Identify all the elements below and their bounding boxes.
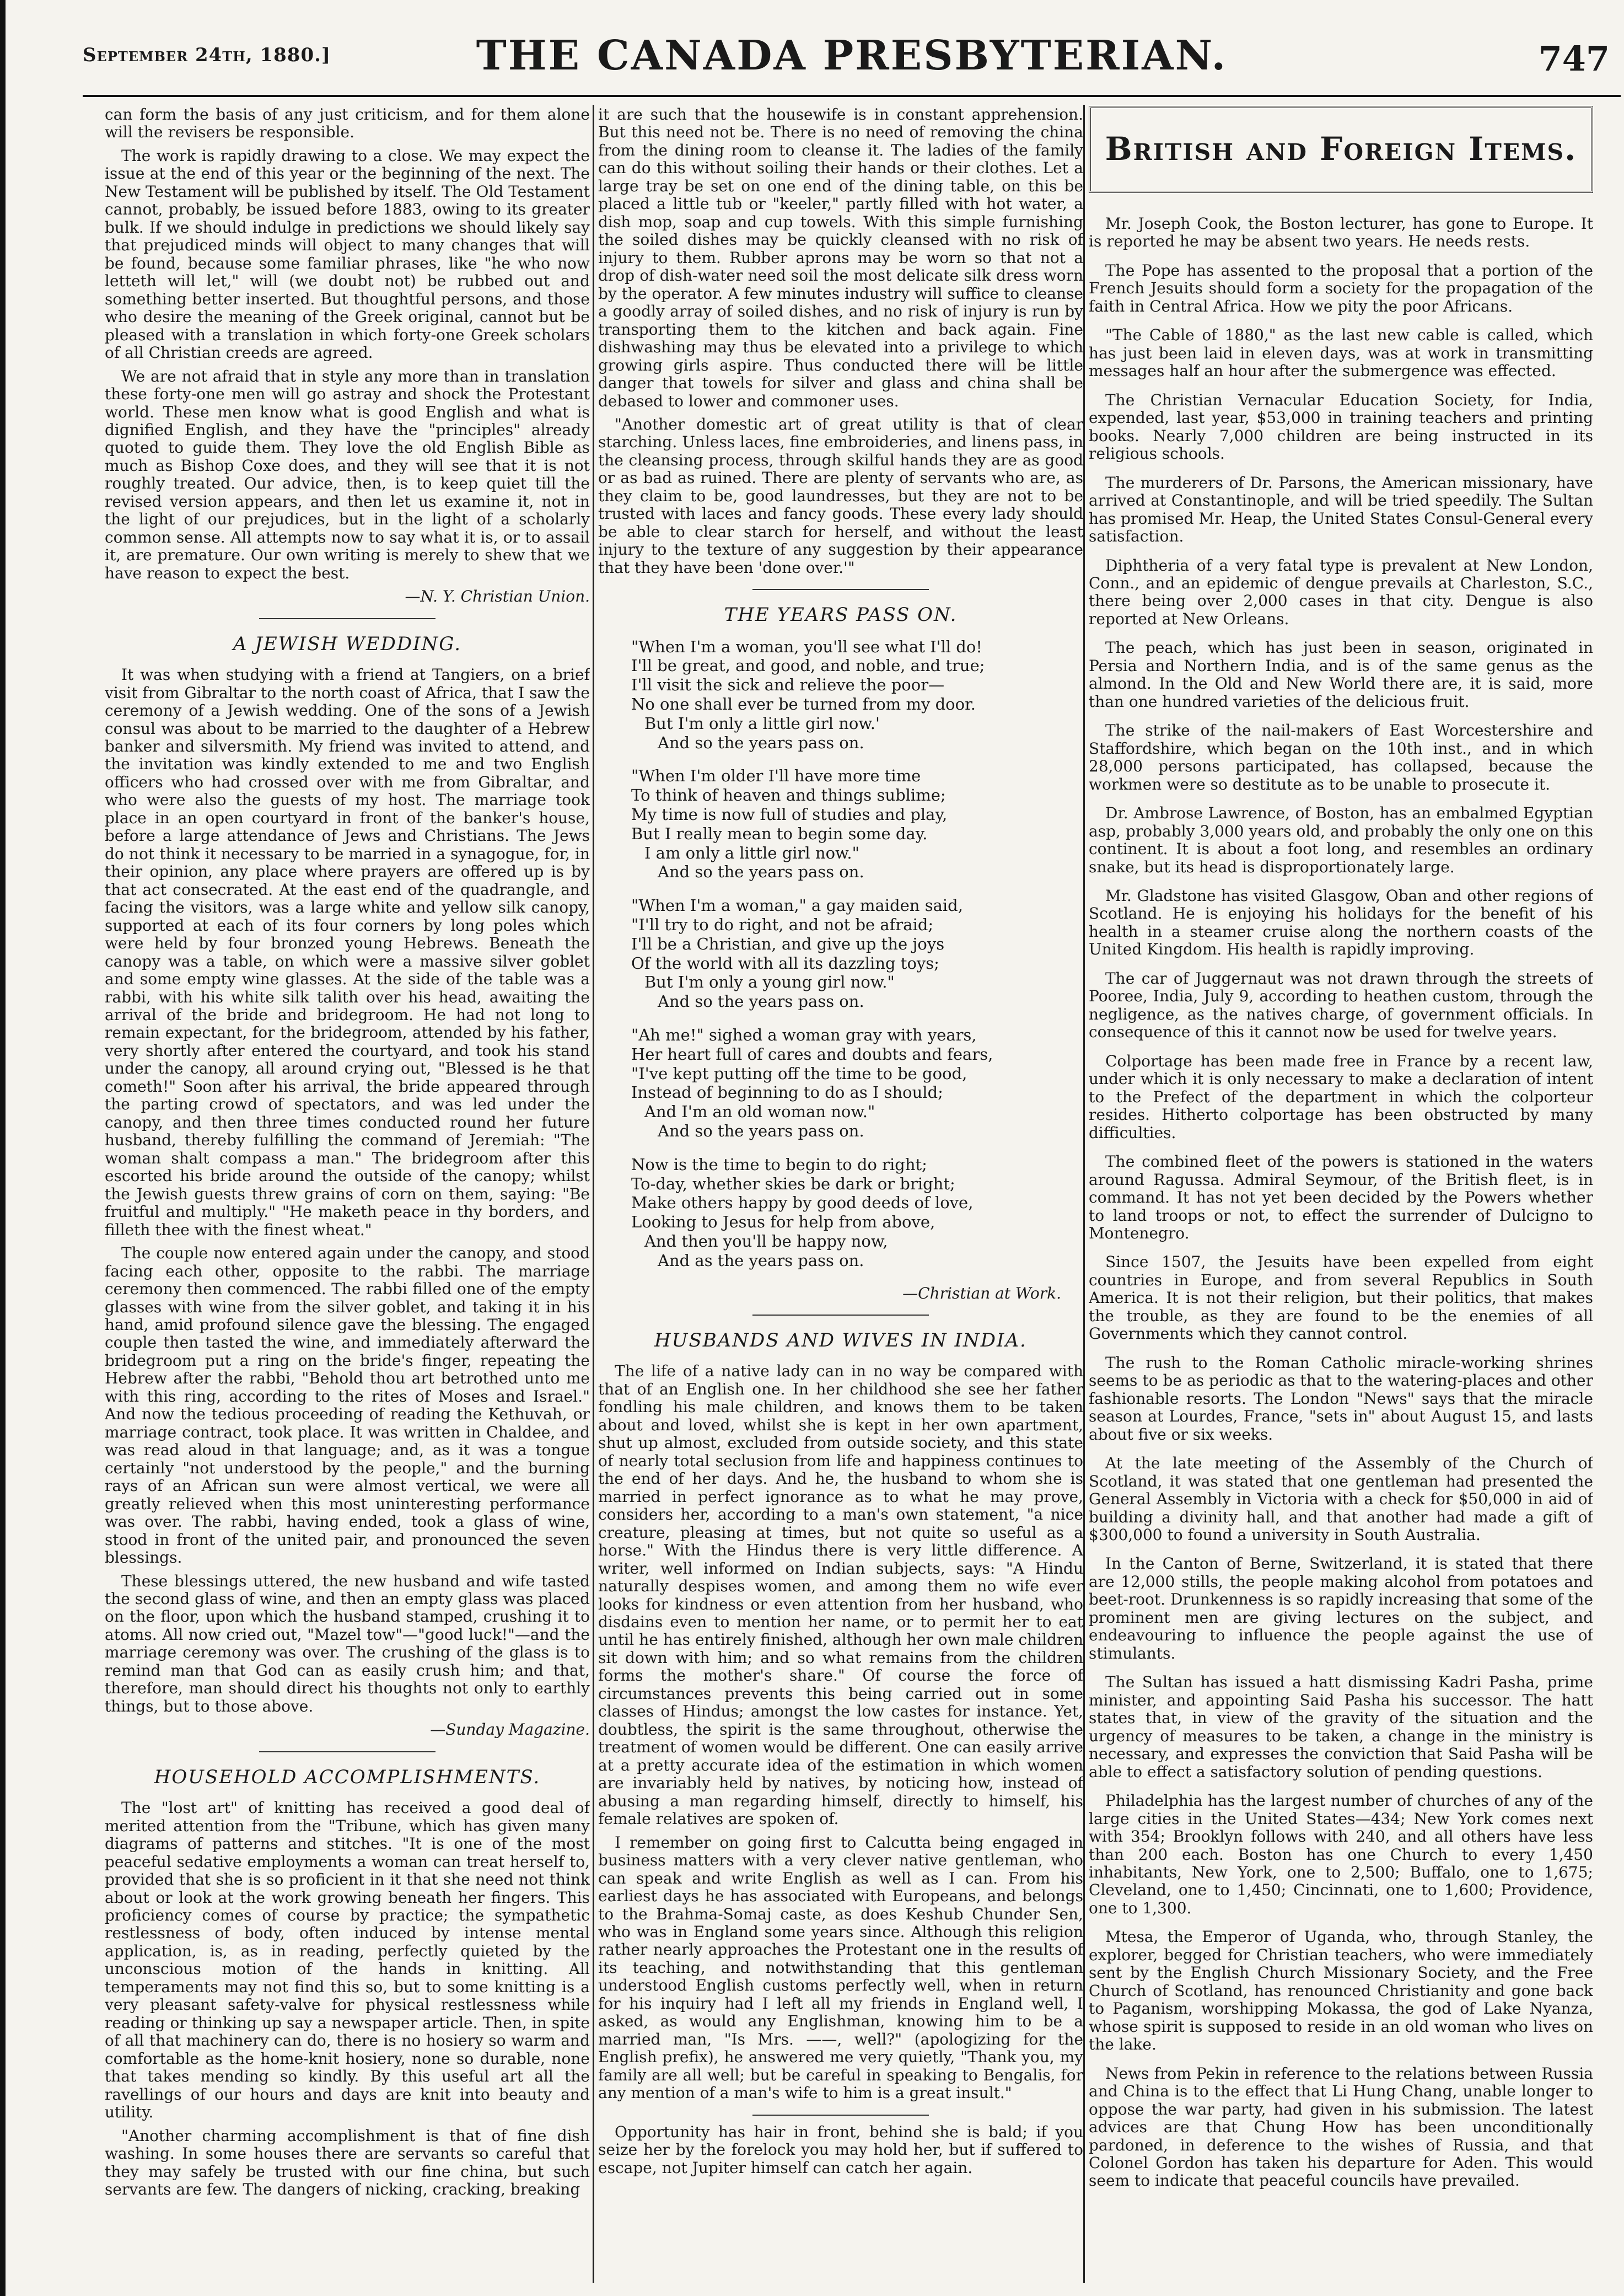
poem-line: Her heart full of cares and doubts and fears,	[631, 1044, 993, 1064]
poem-stanza	[631, 1026, 1083, 1141]
article-paragraph: it are such that the housewife is in constant apprehension. But this need not be. There is no need of removing the china from the dining room to cleanse it. The ladies of the family can do this without soiling their hands or their clothes. Let a large tray be set on one end of the dining table, on this be placed a little tub or "keeler," partly filled with hot water, a dish mop, soap and cup towels. With this simple furnishing the soiled dishes may be quickly cleansed with no risk of injury to them. Rubber aprons may be worn so that not a drop of dish-water need soil the most delicate silk dress worn by the operator. A few minutes industry will suffice to cleanse a goodly array of soiled dishes, and no risk of injury is run by transporting them to the kitchen and back again. Fine dishwashing may thus be elevated into a privilege to which growing girls aspire. Thus conducted there will be little danger that towels for silver and glass and china shall be debased to lower and commoner uses.	[598, 106, 1083, 410]
section-title-india: HUSBANDS AND WIVES IN INDIA.	[654, 1329, 1027, 1351]
section-divider	[752, 589, 929, 590]
poem-line: Looking to Jesus for help from above,	[631, 1213, 935, 1232]
poem-line: "Ah me!" sighed a woman gray with years,	[631, 1025, 977, 1044]
section-divider	[259, 1751, 435, 1752]
news-item: The rush to the Roman Catholic miracle-working shrines seems to be as periodic as that to the watering-places and other fashionable resorts. The London "News" says that the miracle season at Lourdes, France, "sets in" about August 15, and lasts about five or six weeks.	[1089, 1353, 1593, 1444]
news-item: The peach, which has just been in season, originated in Persia and Northern India, and is of the same genus as the almond. In the Old and New World there are, it is said, more than one hundred varieties of the delicious fruit.	[1089, 639, 1593, 711]
news-item: Colportage has been made free in France by a recent law, under which it is only necessary to make a declaration of intent to the Prefect of the department in which the colporteur resides. Hitherto colportage has been obstructed by many difficulties.	[1089, 1052, 1593, 1142]
poem-line: "I'll try to do right, and not be afraid;	[631, 915, 934, 934]
poem-refrain: And as the years pass on.	[658, 1251, 864, 1270]
news-item: The strike of the nail-makers of East Worcestershire and Staffordshire, which began on the 10th inst., and in which 28,000 persons participated, has collapsed, because the workmen were so destitute as to be unable to prosecute it.	[1089, 721, 1593, 793]
issue-date: September 24th, 1880.]	[83, 44, 331, 66]
poem-refrain: And so the years pass on.	[658, 862, 864, 882]
news-item: The car of Juggernaut was not drawn through the streets of Pooree, India, July 9, according to heathen custom, through the negligence, as the natives charge, of government officials. In consequence of this it cannot now be used for twelve years.	[1089, 969, 1593, 1042]
poem-line: I'll be great, and good, and noble, and true;	[631, 656, 985, 675]
page-binding-edge	[0, 0, 6, 2296]
section-divider	[259, 618, 435, 619]
news-item: News from Pekin in reference to the relations between Russia and China is to the effect that Li Hung Chang, unable longer to oppose the war party, had given in his submission. The latest advices are that Chung How has been unconditionally pardoned, in deference to the wishes of Russia, and that Colonel Gordon has taken his departure for Aden. This would seem to indicate that peaceful councils have prevailed.	[1089, 2064, 1593, 2190]
column-rule	[1083, 105, 1085, 2283]
poem-line: To think of heaven and things sublime;	[631, 786, 946, 805]
news-item: Dr. Ambrose Lawrence, of Boston, has an embalmed Egyptian asp, probably 3,000 years old, and probably the only one on this continent. It is about a foot long, and resembles an ordinary snake, but its head is disproportionately large.	[1089, 804, 1593, 876]
news-item: The combined fleet of the powers is stationed in the waters around Ragussa. Admiral Seymour, of the British fleet, is in command. It has not yet been decided by the Powers whether to land troops or not, to effect the surrender of Dulcigno to Montenegro.	[1089, 1152, 1593, 1242]
poem-line: I'll visit the sick and relieve the poor—	[631, 675, 945, 695]
publication-title: THE CANADA PRESBYTERIAN.	[476, 32, 1228, 79]
news-item: The Sultan has issued a hatt dismissing Kadri Pasha, prime minister, and appointing Said Pasha his successor. The hatt states that, in view of the gravity of the situation and the urgency of measures to be taken, a change in the ministry is necessary, and expresses the conviction that Said Pasha will be able to effect a satisfactory solution of pending questions.	[1089, 1673, 1593, 1781]
article-paragraph: It was when studying with a friend at Tangiers, on a brief visit from Gibraltar to the north coast of Africa, that I saw the ceremony of a Jewish wedding. One of the sons of a Jewish consul was about to be married to the daughter of a Hebrew banker and silversmith. My friend was invited to attend, and the invitation was kindly extended to me and two English officers who had crossed over with me from Gibraltar, and who were also the guests of my host. The marriage took place in an open courtyard in front of the banker's house, before a large attendance of Jews and Christians. The Jews do not think it necessary to be married in a synagogue, for, in their opinion, any place where prayers are offered up is by that act consecrated. At the east end of the quadrangle, and facing the visitors, was a large white and yellow silk canopy, supported at each of its four corners by long poles which were held by four bronzed young Hebrews. Beneath the canopy was a table, on which were a massive silver goblet and some empty wine glasses. At the side of the table was a rabbi, with his white silk talith over his head, awaiting the arrival of the bride and bridegroom. He had not long to remain expectant, for the bridegroom, attended by his father, very shortly after entered the courtyard, and took his stand under the canopy, all around crying out, "Blessed is he that cometh!" Soon after his arrival, the bride appeared through the parting crowd of spectators, and was led under the canopy, and then three times conducted round her future husband, thereby fulfilling the command of Jeremiah: "The woman shalt compass a man." The bridegroom after this escorted his bride around the outside of the canopy; whilst the Jewish guests threw grains of corn on them, saying: "Be fruitful and multiply." "He maketh peace in thy borders, and filleth thee with the finest wheat."	[105, 666, 590, 1239]
column-3	[1089, 106, 1593, 2284]
article-paragraph: The couple now entered again under the canopy, and stood facing each other, opposite to the rabbi. The marriage ceremony then commenced. The rabbi filled one of the empty glasses with wine from the silver goblet, and taking it in his hand, amid profound silence gave the blessing. The engaged couple then tasted the wine, and immediately afterward the bridegroom put a ring on the bride's finger, repeating the Hebrew after the rabbi, "Behold thou art betrothed unto me with this ring, according to the rites of Moses and Israel." And now the tedious proceeding of reading the Kethuvah, or marriage contract, took place. It was written in Chaldee, and was read aloud in that language; and, as it was a tongue certainly "not understood by the people," and the burning rays of an African sun were almost vertical, we were all greatly relieved when this most uninteresting performance was over. The rabbi, having ended, took a glass of wine, stood in front of the united pair, and pronounced the seven blessings.	[105, 1244, 590, 1567]
poem-line: And then you'll be happy now,	[644, 1231, 888, 1251]
section-title-household: HOUSEHOLD ACCOMPLISHMENTS.	[154, 1766, 541, 1788]
news-item: Mtesa, the Emperor of Uganda, who, through Stanley, the explorer, begged for Christian teachers, who were immediately sent by the English Church Missionary Society, and the Free Church of Scotland, has renounced Christianity and gone back to Paganism, worshipping Mokassa, the god of Lake Nyanza, whose spirit is supposed to reside in an old woman who lives on the lake.	[1089, 1928, 1593, 2054]
filler-paragraph: Opportunity has hair in front, behind she is bald; if you seize her by the forelock you may hold her, but if suffered to escape, not Jupiter himself can catch her again.	[598, 2122, 1083, 2177]
news-item: The Christian Vernacular Education Society, for India, expended, last year, $53,000 in training teachers and printing books. Nearly 7,000 children are being instructed in its religious schools.	[1089, 390, 1593, 463]
page-number: 747	[1538, 39, 1610, 79]
poem-stanza	[631, 896, 1083, 1011]
poem-line: Instead of beginning to do as I should;	[631, 1083, 943, 1102]
news-item: The murderers of Dr. Parsons, the American missionary, have arrived at Constantinople, and will be tried speedily. The Sultan has promised Mr. Heap, the United States Consul-General every satisfaction.	[1089, 473, 1593, 546]
poem-stanza	[631, 766, 1083, 882]
section-divider	[752, 2115, 929, 2116]
news-item: Since 1507, the Jesuits have been expelled from eight countries in Europe, and from several Republics in South America. It is not their religion, but their politics, that makes the trouble, as they are found to be the enemies of all Governments which they cannot control.	[1089, 1253, 1593, 1343]
news-item: The Pope has assented to the proposal that a portion of the French Jesuits should form a society for the propagation of the faith in Central Africa. How we pity the poor Africans.	[1089, 261, 1593, 315]
article-paragraph: These blessings uttered, the new husband and wife tasted the second glass of wine, and then an empty glass was placed on the floor, upon which the husband stamped, crushing it to atoms. All now cried out, "Mazel tow"—"good luck!"—and the marriage ceremony was over. The crushing of the glass is to remind man that God can as easily crush him; and that, therefore, man should direct his thoughts not only to earthly things, but to those above.	[105, 1571, 590, 1715]
poem-line: Now is the time to begin to do right;	[631, 1155, 927, 1174]
header-rule	[83, 95, 1621, 97]
news-item: Mr. Gladstone has visited Glasgow, Oban and other regions of Scotland. He is enjoying his holidays for the benefit of his health in a steamer cruise along the northern coasts of the United Kingdom. His health is rapidly improving.	[1089, 887, 1593, 959]
poem-refrain: And so the years pass on.	[658, 992, 864, 1011]
poem-line: And I'm an old woman now."	[644, 1102, 875, 1122]
poem-line: "When I'm a woman," a gay maiden said,	[631, 896, 963, 915]
poem-line: Make others happy by good deeds of love,	[631, 1193, 974, 1213]
poem-line: "When I'm older I'll have more time	[631, 766, 921, 786]
article-paragraph: can form the basis of any just criticism, and for them alone will the revisers be responsible.	[105, 106, 590, 142]
poem-line: "I've kept putting off the time to be good,	[631, 1064, 967, 1083]
newspaper-page	[83, 22, 1621, 2288]
news-item: Philadelphia has the largest number of churches of any of the large cities in the United States—434; New York comes next with 354; Brooklyn follows with 240, and all others have less than 200 each. Boston has one Church to every 1,450 inhabitants, New York, one to 2,500; Buffalo, one to 1,675; Cleveland, one to 1,450; Cincinnati, one to 1,600; Providence, one to 1,300.	[1089, 1791, 1593, 1917]
article-paragraph: The work is rapidly drawing to a close. We may expect the issue at the end of this year or the beginning of the next. The New Testament will be published by itself. The Old Testament cannot, probably, be issued before 1883, owing to its greater bulk. If we should indulge in predictions we should likely say that prejudiced minds will object to many changes that will be found, because some familiar phrases, like "he who now letteth will let," will (we doubt not) be rubbed out and something better inserted. But thoughtful persons, and those who desire the meaning of the Greek original, cannot but be pleased with a translation in which forty-one Greek scholars of all Christian creeds are agreed.	[105, 146, 590, 362]
news-item: At the late meeting of the Assembly of the Church of Scotland, it was stated that one gentleman had presented the General Assembly in Victoria with a check for $50,000 in aid of building a divinity hall, and that another had made a gift of $300,000 to found a university in South Australia.	[1089, 1454, 1593, 1544]
masthead	[83, 22, 1621, 88]
poem-stanza	[631, 637, 1083, 753]
article-credit: —Sunday Magazine.	[430, 1720, 590, 1739]
news-item: Diphtheria of a very fatal type is prevalent at New London, Conn., and an epidemic of dengue prevails at Charleston, S.C., there being over 2,000 cases in that city. Dengue is also reported at New Orleans.	[1089, 556, 1593, 628]
news-item: Mr. Joseph Cook, the Boston lecturer, has gone to Europe. It is reported he may be absent two years. He needs rests.	[1089, 214, 1593, 251]
poem-line: Of the world with all its dazzling toys;	[631, 953, 939, 973]
poem-line: But I'm only a young girl now."	[644, 973, 895, 992]
article-paragraph: The "lost art" of knitting has received a good deal of merited attention from the "Tribune, which has given many diagrams of patterns and stitches. "It is one of the most peaceful sedative employments a woman can treat herself to, provided that she is so proficient in it that she need not think about or look at the work growing beneath her fingers. This proficiency comes of course by practice; the sympathetic restlessness of body, often induced by intense mental application, is, as in reading, perfectly quieted by the unconscious motion of the hands in knitting. All temperaments may not find this so, but to some knitting is a very pleasant safety-valve for physical restlessness while reading or thinking up say a newspaper article. Then, in spite of all that machinery can do, there is no hosiery so warm and comfortable as the home-knit hosiery, none so durable, none that takes mending so kindly. By this useful art all the ravellings of our hours and days are knit into beauty and utility.	[105, 1799, 590, 2122]
section-heading-british-foreign: British and Foreign Items.	[1089, 106, 1593, 193]
article-paragraph: "Another charming accomplishment is that of fine dish washing. In some houses there are servants so careful that they may safely be trusted with our fine china, but such servants are few. The dangers of nicking, cracking, breaking	[105, 2126, 590, 2199]
section-title-poem: THE YEARS PASS ON.	[724, 604, 958, 626]
poem-line: To-day, whether skies be dark or bright;	[631, 1174, 955, 1193]
article-credit: —N. Y. Christian Union.	[405, 587, 590, 606]
article-paragraph: I remember on going first to Calcutta being engaged in business matters with a very clever native gentleman, who can speak and write English as well as I can. From his earliest days he has associated with Europeans, and belongs to the Brahma-Somaj caste, as does Keshub Chunder Sen, who was in England some years since. Although this religion rather nearly approaches the Protestant one in the results of its teaching, and notwithstanding that this gentleman understood English customs perfectly well, when in return for his inquiry had I left all my friends in England well, I asked, as would any Englishman, knowing him to be a married man, "Is Mrs. ——, well?" (apologizing for the English prefix), he answered me very quietly, "Thank you, my family are all well; but be careful in speaking to Bengalis, for any mention of a man's wife to him is a great insult."	[598, 1833, 1083, 2102]
poem-credit: —Christian at Work.	[902, 1284, 1061, 1302]
section-title-jewish-wedding: A JEWISH WEDDING.	[233, 632, 462, 655]
section-divider	[752, 1315, 929, 1316]
poem-line: But I really mean to begin some day.	[631, 824, 928, 843]
news-item: "The Cable of 1880," as the last new cable is called, which has just been laid in eleven days, was at work in transmitting messages half an hour after the submergence was effected.	[1089, 326, 1593, 380]
poem-line: No one shall ever be turned from my door.	[631, 695, 976, 714]
poem-line: My time is now full of studies and play,	[631, 805, 948, 824]
column-rule	[593, 105, 594, 2283]
poem-refrain: And so the years pass on.	[658, 1121, 864, 1140]
news-item: In the Canton of Berne, Switzerland, it is stated that there are 12,000 stills, the people making alcohol from potatoes and beet-root. Drunkenness is so rapidly increasing that some of the prominent men are giving lectures on the subject, and endeavouring to influence the people against the use of stimulants.	[1089, 1554, 1593, 1662]
poem-line: I'll be a Christian, and give up the joys	[631, 934, 945, 953]
column-1	[105, 106, 590, 2284]
poem-refrain: And so the years pass on.	[658, 733, 864, 752]
poem-line: "When I'm a woman, you'll see what I'll do!	[631, 637, 982, 656]
article-paragraph: We are not afraid that in style any more than in translation these forty-one men will go astray and shock the Protestant world. These men know what is good English and what is dignified English, and they have the "principles" already quoted to guide them. They love the old English Bible as much as Bishop Coxe does, and they will see that it is not roughly treated. Our advice, then, is to keep quiet till the revised version appears, and then let us examine it, not in the light of our prejudices, but in the light of a scholarly common sense. All attempts now to say what it is, or to assail it, are premature. Our own writing is merely to shew that we have reason to expect the best.	[105, 367, 590, 582]
poem-line: I am only a little girl now."	[644, 843, 859, 862]
poem-line: But I'm only a little girl now.'	[644, 714, 880, 733]
poem	[631, 637, 1083, 1270]
article-paragraph: "Another domestic art of great utility is that of clear starching. Unless laces, fine embroideries, and linens pass, in the cleansing process, through skilful hands they are as good or as bad as ruined. There are plenty of servants who are, as they claim to be, good laundresses, but they are not to be trusted with laces and fancy goods. These every lady should be able to clear starch for herself, and without the least injury to the texture of any suggestion by their appearance that they have been 'done over.'"	[598, 415, 1083, 577]
poem-stanza	[631, 1155, 1083, 1270]
column-2	[598, 106, 1083, 2284]
article-paragraph: The life of a native lady can in no way be compared with that of an English one. In her childhood she see her father fondling his male children, and knows them to be taken about and loved, whilst she is kept in her own apartment, shut up almost, excluded from outside society, and this state of nearly total seclusion from life and happiness continues to the end of her days. And he, the husband to whom she is married in perfect ignorance as to what he may prove, considers her, according to a man's own statement, "a nice creature, pleasing at times, but not quite so useful as a horse." With the Hindus there is very little difference. A writer, well informed on Indian subjects, says: "A Hindu naturally despises women, and among them no wife ever looks for kindness or even attention from her husband, who disdains even to mention her name, or to permit her to eat until he has entirely finished, although her own male children sit down with him; and so what remains from the children forms the mother's share." Of course the force of circumstances prevents this being carried out in some classes of Hindus; amongst the low castes for instance. Yet, doubtless, the spirit is the same throughout, otherwise the treatment of women would be different. One can easily arrive at a pretty accurate idea of the estimation in which women are invariably held by natives, by noticing how, instead of abusing a man regarding himself, directly to himself, his female relatives are spoken of.	[598, 1362, 1083, 1828]
